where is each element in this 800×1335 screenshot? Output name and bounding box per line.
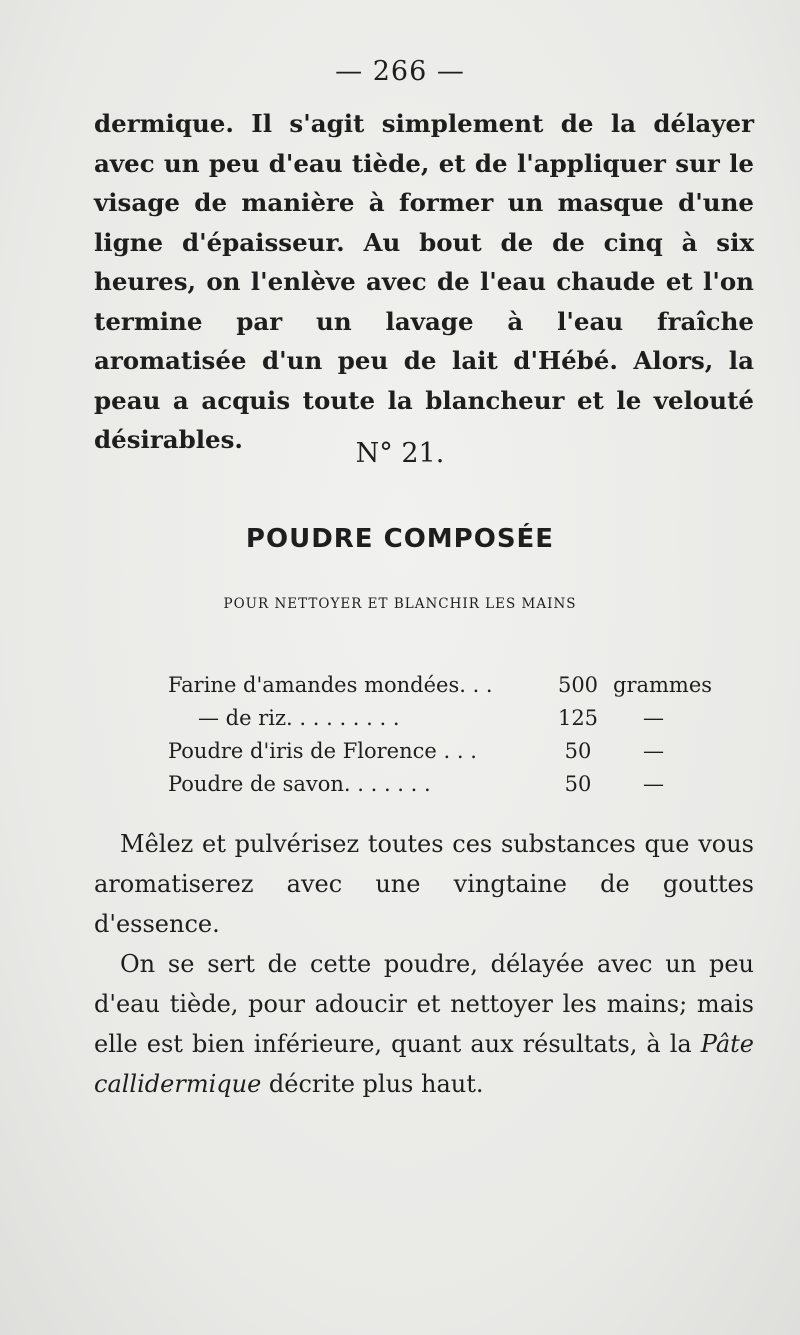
recipe-number: N° 21.: [355, 438, 445, 469]
ingredient-quantity: 500: [557, 672, 599, 697]
ingredient-quantity: 50: [564, 771, 592, 796]
ingredient-row: [168, 668, 773, 701]
ingredient-row: [168, 767, 773, 800]
recipe-title: POUDRE COMPOSÉE: [245, 524, 555, 554]
ingredient-unit: —: [643, 738, 664, 763]
ingredient-row: [168, 701, 773, 734]
ingredient-name: Poudre de savon. . . . . . .: [168, 771, 431, 796]
intro-paragraph: dermique. Il s'agit simplement de la délayer avec un peu d'eau tiède, et de l'appliquer sur le visage de manière à former un masque d'une ligne d'épaisseur. Au bout de de cinq à six heures, on l'enlève avec de l'eau chaude et l'on termine par un lavage à l'eau fraîche aromatisée d'un peu de lait d'Hébé. Alors, la peau a acquis toute la blancheur et le velouté désirables.: [94, 109, 754, 454]
ingredient-name: Poudre d'iris de Florence . . .: [168, 738, 477, 763]
ingredient-row: [168, 734, 773, 767]
ingredient-name: — de riz. . . . . . . . .: [198, 705, 400, 730]
instructions-text-end: décrite plus haut.: [268, 1070, 484, 1098]
instructions-paragraph-1: Mêlez et pulvérisez toutes ces substances que vous aromatiserez avec une vingtaine de gouttes d'essence.: [94, 830, 754, 938]
recipe-subtitle: POUR NETTOYER ET BLANCHIR LES MAINS: [223, 596, 577, 612]
page-number: — 266 —: [335, 56, 465, 87]
ingredients-table: [168, 668, 773, 800]
ingredient-unit: grammes: [613, 672, 713, 697]
ingredient-quantity: 125: [557, 705, 599, 730]
ingredient-unit: —: [643, 771, 664, 796]
ingredient-quantity: 50: [564, 738, 592, 763]
instructions-block: [94, 824, 754, 1104]
ingredient-name: Farine d'amandes mondées. . .: [168, 672, 493, 697]
instructions-paragraph-2: [94, 944, 754, 1104]
instructions-text-start: On se sert de cette poudre, délayée avec un peu d'eau tiède, pour adoucir et nettoyer les mains; mais elle est bien inférieure, quant aux résultats, à la: [94, 950, 754, 1058]
pate-callidermique-reference: Pâte callidermique: [94, 1030, 754, 1098]
ingredient-unit: —: [643, 705, 664, 730]
